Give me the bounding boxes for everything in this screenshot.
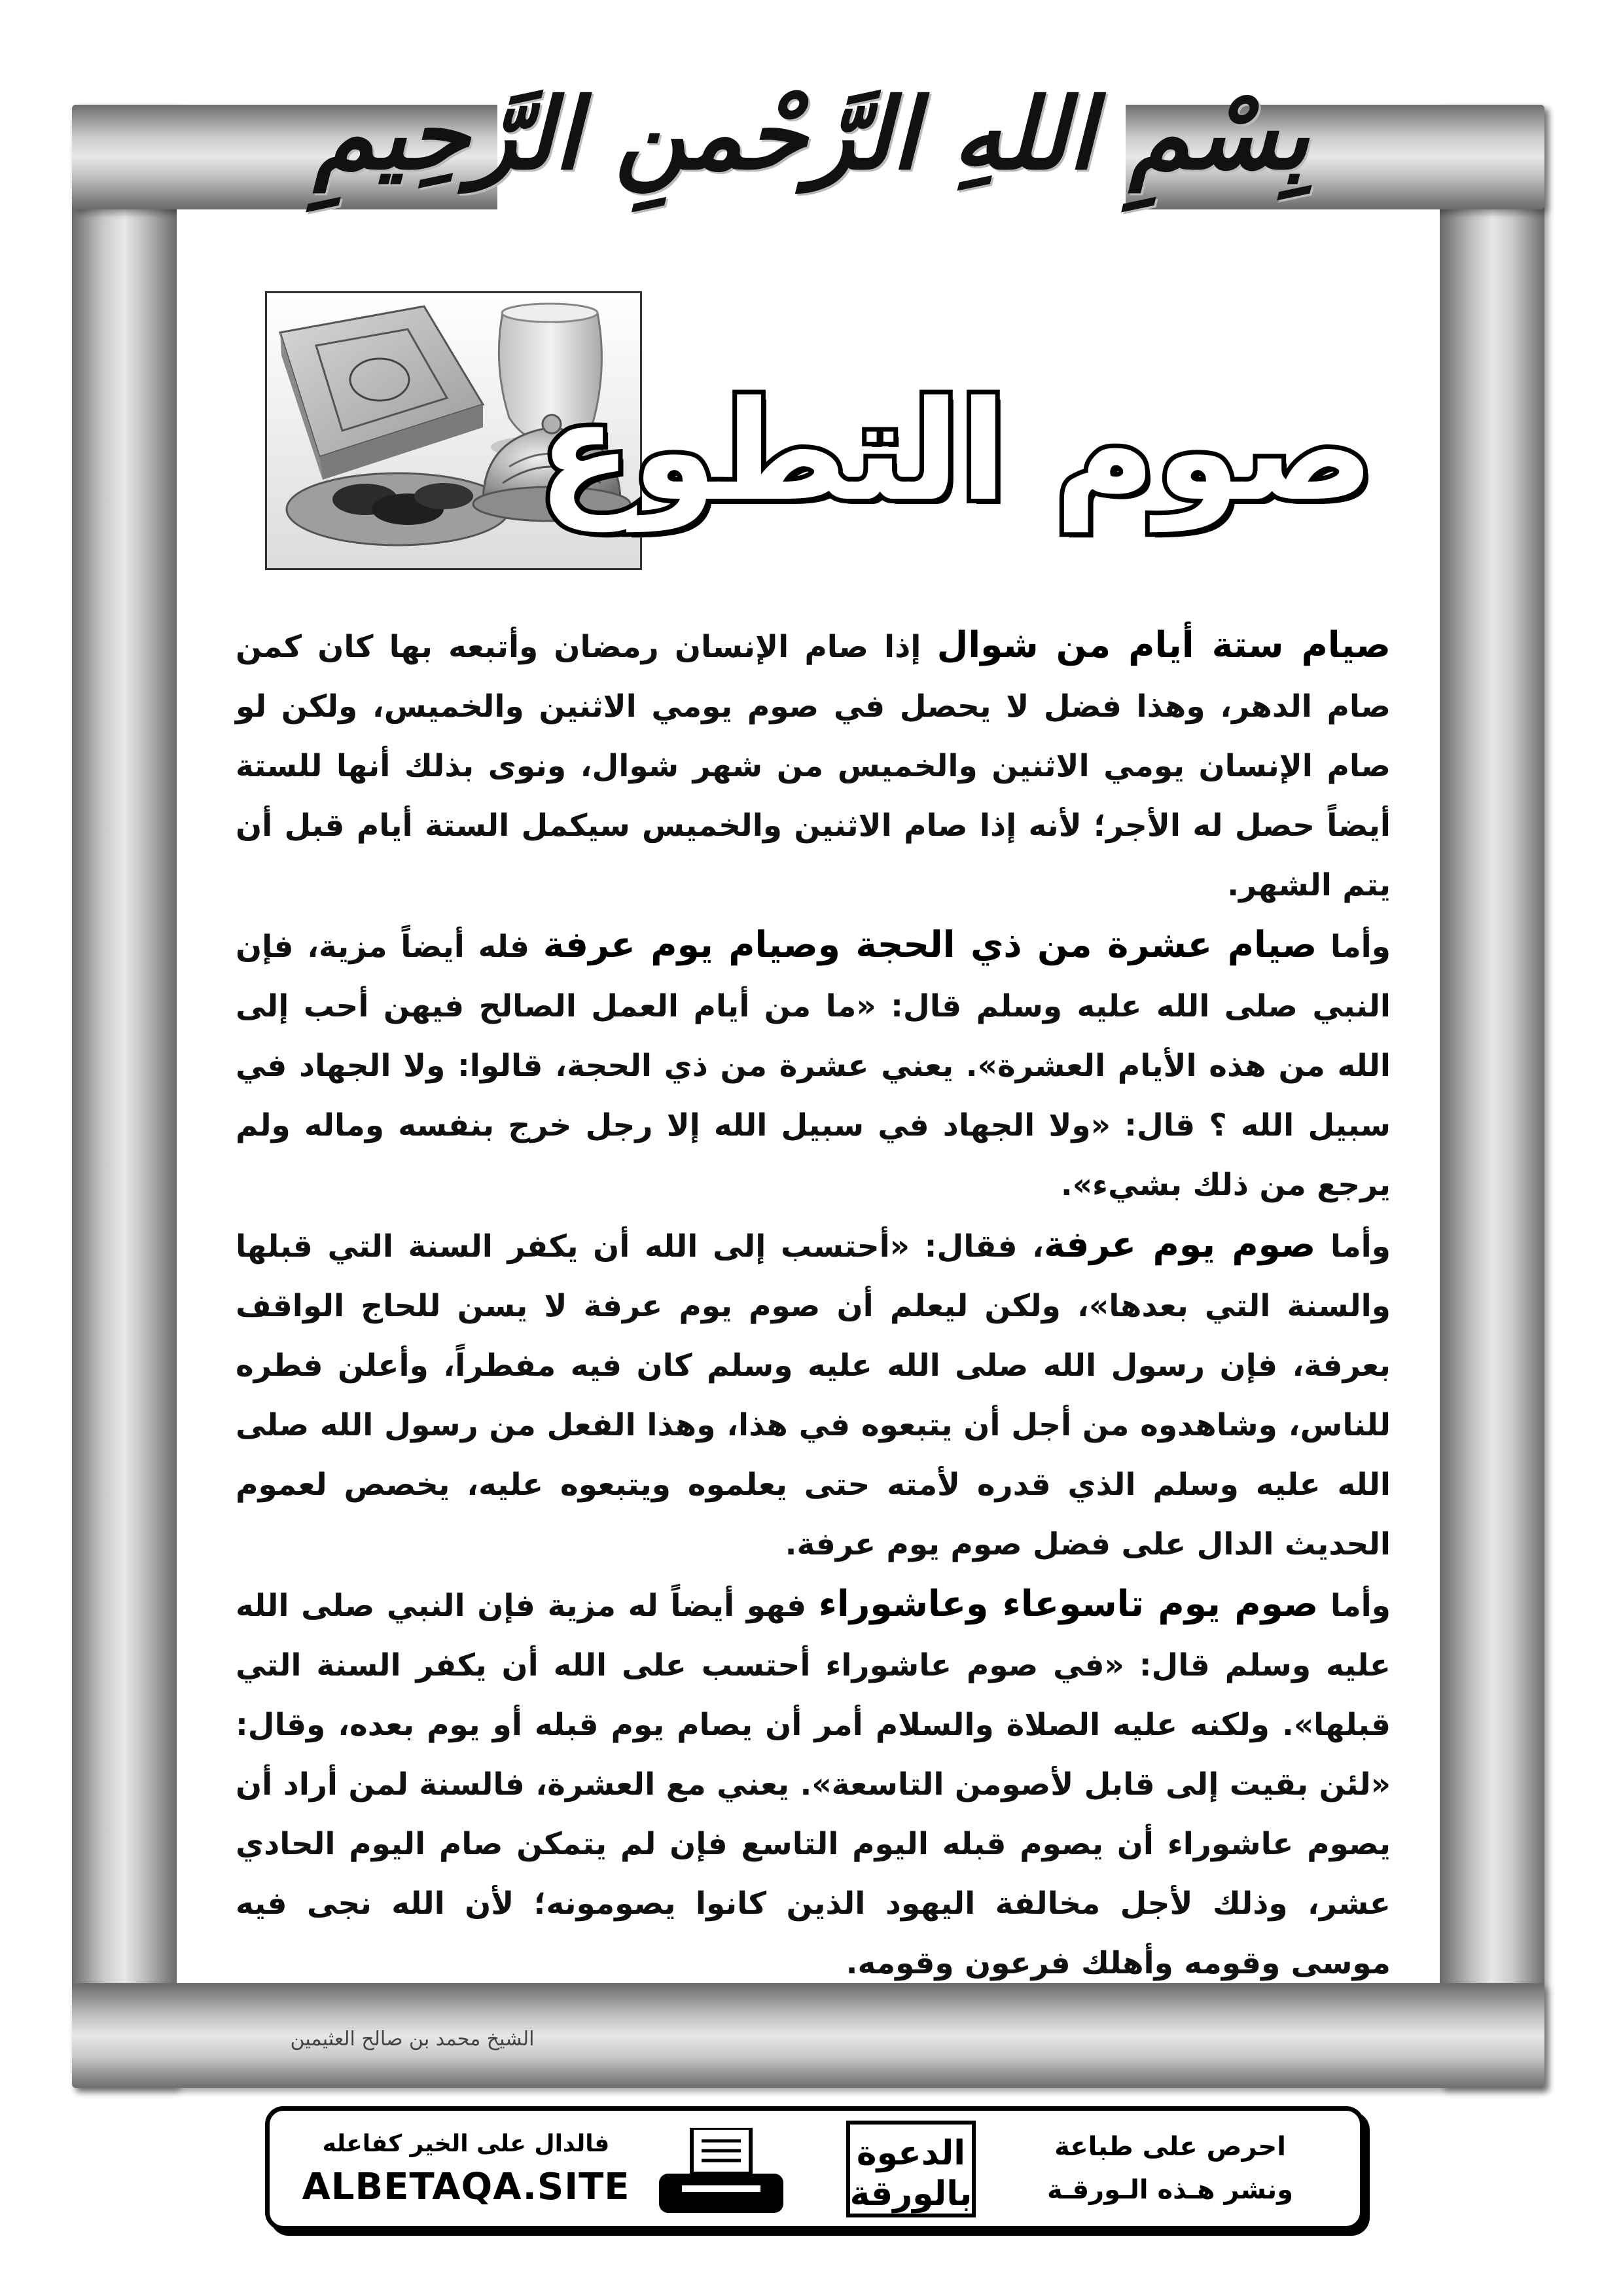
- footer-print-line-2: ونشر هـذه الـورقـة: [1046, 2175, 1294, 2205]
- paragraph-text: إذا صام الإنسان رمضان وأتبعه بها كان كمن صام الدهر، وهذا فضل لا يحصل في صوم يومي الاثنين والخميس، ولكن لو صام الإنسان يومي الاثنين والخميس من شهر شوال، ونوى بذلك أنها للستة أيضاً حصل له الأجر؛ لأنه إذا صام الاثنين والخميس سيكمل الستة أيام قبل أن يتم الشهر.: [236, 629, 1391, 903]
- paragraph-text: فله أيضاً مزية، فإن النبي صلى الله عليه وسلم قال: «ما من أيام العمل الصالح فيهن أحب إلى الله من هذه الأيام العشرة». يعني عشرة من ذي الحجة، قالوا: ولا الجهاد في سبيل الله ؟ قال: «ولا الجهاد في سبيل الله إلا رجل خرج بنفسه وماله ولم يرجع من ذلك بشيء».: [236, 929, 1391, 1203]
- footer-print-line-1: احرص على طباعة: [1054, 2132, 1286, 2162]
- footer-slogan: فالدال على الخير كفاعله: [322, 2130, 610, 2157]
- basmala-text: بِسْمِ اللهِ الرَّحْمنِ الرَّحِيمِ: [313, 77, 1310, 192]
- paragraph-pre: وأما: [1315, 1229, 1391, 1265]
- paragraph-pre: وأما: [1318, 1588, 1391, 1624]
- paragraph-lead: صوم يوم عرفة: [1043, 1223, 1316, 1265]
- footer-print-note: [1007, 2125, 1334, 2212]
- footer-site-block: [296, 2124, 636, 2210]
- paragraph-lead: صيام ستة أيام من شوال: [936, 624, 1391, 666]
- page-title: صوم التطوع: [538, 371, 1374, 531]
- basmala-header: [313, 39, 1310, 229]
- paragraph-pre: وأما: [1317, 929, 1391, 965]
- author-attribution: الشيخ محمد بن صالح العثيمين: [290, 2028, 535, 2051]
- dawah-logo: [846, 2120, 976, 2218]
- paragraph-arafah: [236, 1215, 1391, 1574]
- footer-site-link[interactable]: ALBETAQA.SITE: [302, 2166, 630, 2208]
- logo-line-1: الدعوة: [856, 2134, 966, 2173]
- frame-right-bar: [1440, 105, 1544, 2088]
- paragraph-text: ، فقال: «أحتسب إلى الله أن يكفر السنة التي قبلها والسنة التي بعدها»، ولكن ليعلم أن صوم يوم عرفة لا يسن للحاج الواقف بعرفة، فإن رسول الله صلى الله عليه وسلم كان فيه مفطراً، وأعلن فطره للناس، وشاهدوه من أجل أن يتبعوه في هذا، وهذا الفعل من رسول الله صلى الله عليه وسلم الذي قدره لأمته حتى يعلموه ويتبعوه عليه، يخصص لعموم الحديث الدال على فضل صوم يوم عرفة.: [236, 1229, 1391, 1562]
- footer-banner: [265, 2106, 1364, 2231]
- paragraph-dhul-hijjah: [236, 915, 1391, 1215]
- paragraph-text: فهو أيضاً له مزية فإن النبي صلى الله عليه وسلم قال: «في صوم عاشوراء أحتسب على الله أن يكفر السنة التي قبلها». ولكنه عليه الصلاة والسلام أمر أن يصام يوم قبله أو يوم بعده، وقال: «لئن بقيت إلى قابل لأصومن التاسعة». يعني مع العشرة، فالسنة لمن أراد أن يصوم عاشوراء أن يصوم قبله اليوم التاسع فإن لم يتمكن صام اليوم الحادي عشر، وذلك لأجل مخالفة اليهود الذين كانوا يصومونه؛ لأن الله نجى فيه موسى وقومه وأهلك فرعون وقومه.: [236, 1588, 1391, 1981]
- paragraph-lead: صوم يوم تاسوعاء وعاشوراء: [818, 1583, 1319, 1624]
- logo-line-2: بالورقة: [849, 2174, 972, 2214]
- paragraph-lead: صيام عشرة من ذي الحجة وصيام يوم عرفة: [543, 924, 1317, 965]
- printer-icon: [656, 2128, 787, 2219]
- frame-left-bar: [72, 105, 177, 2088]
- paragraph-shawwal: [236, 615, 1391, 915]
- paragraph-ashura: [236, 1574, 1391, 1993]
- article-body: [236, 615, 1391, 1993]
